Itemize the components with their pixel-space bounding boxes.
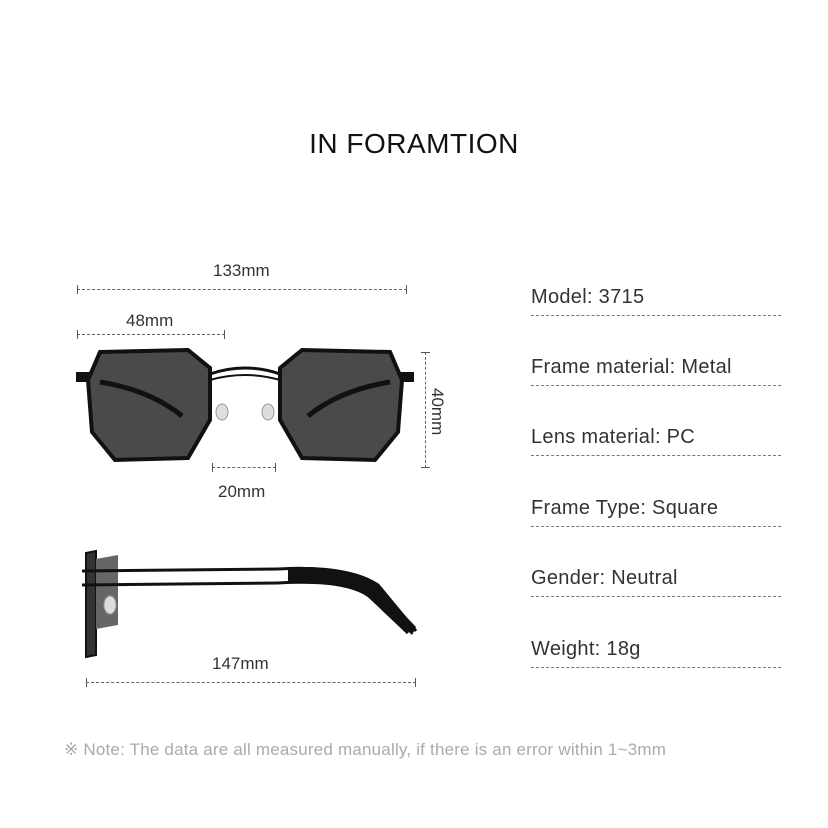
spec-divider xyxy=(531,526,781,527)
spec-lens-material-text: Lens material: PC xyxy=(531,426,696,448)
spec-frame-type-text: Frame Type: Square xyxy=(531,497,719,519)
spec-gender xyxy=(531,567,781,597)
spec-divider xyxy=(531,667,781,668)
bridge-label: 20mm xyxy=(218,482,266,501)
temple-length-line xyxy=(86,682,416,683)
spec-divider xyxy=(531,455,781,456)
spec-frame-type xyxy=(531,497,781,527)
total-width-label: 133mm xyxy=(213,261,270,280)
sunglasses-front-icon xyxy=(70,340,420,470)
lens-width-line xyxy=(77,334,225,335)
page-title: IN FORAMTION xyxy=(309,128,519,159)
temple-length-label: 147mm xyxy=(212,654,269,673)
sunglasses-side-icon xyxy=(78,545,423,660)
spec-frame-material xyxy=(531,356,781,386)
spec-divider xyxy=(531,596,781,597)
spec-model-text: Model: 3715 xyxy=(531,286,645,308)
spec-divider xyxy=(531,315,781,316)
spec-lens-material xyxy=(531,426,781,456)
total-width-line xyxy=(77,289,407,290)
lens-height-label: 40mm xyxy=(428,388,447,436)
measurement-note: ※ Note: The data are all measured manually, if there is an error within 1~3mm xyxy=(64,740,667,759)
spec-divider xyxy=(531,385,781,386)
spec-weight-text: Weight: 18g xyxy=(531,638,641,660)
lens-width-label: 48mm xyxy=(126,311,174,330)
spec-gender-text: Gender: Neutral xyxy=(531,567,678,589)
lens-height-line xyxy=(425,352,426,468)
spec-model xyxy=(531,286,781,316)
spec-frame-material-text: Frame material: Metal xyxy=(531,356,732,378)
spec-weight xyxy=(531,638,781,668)
